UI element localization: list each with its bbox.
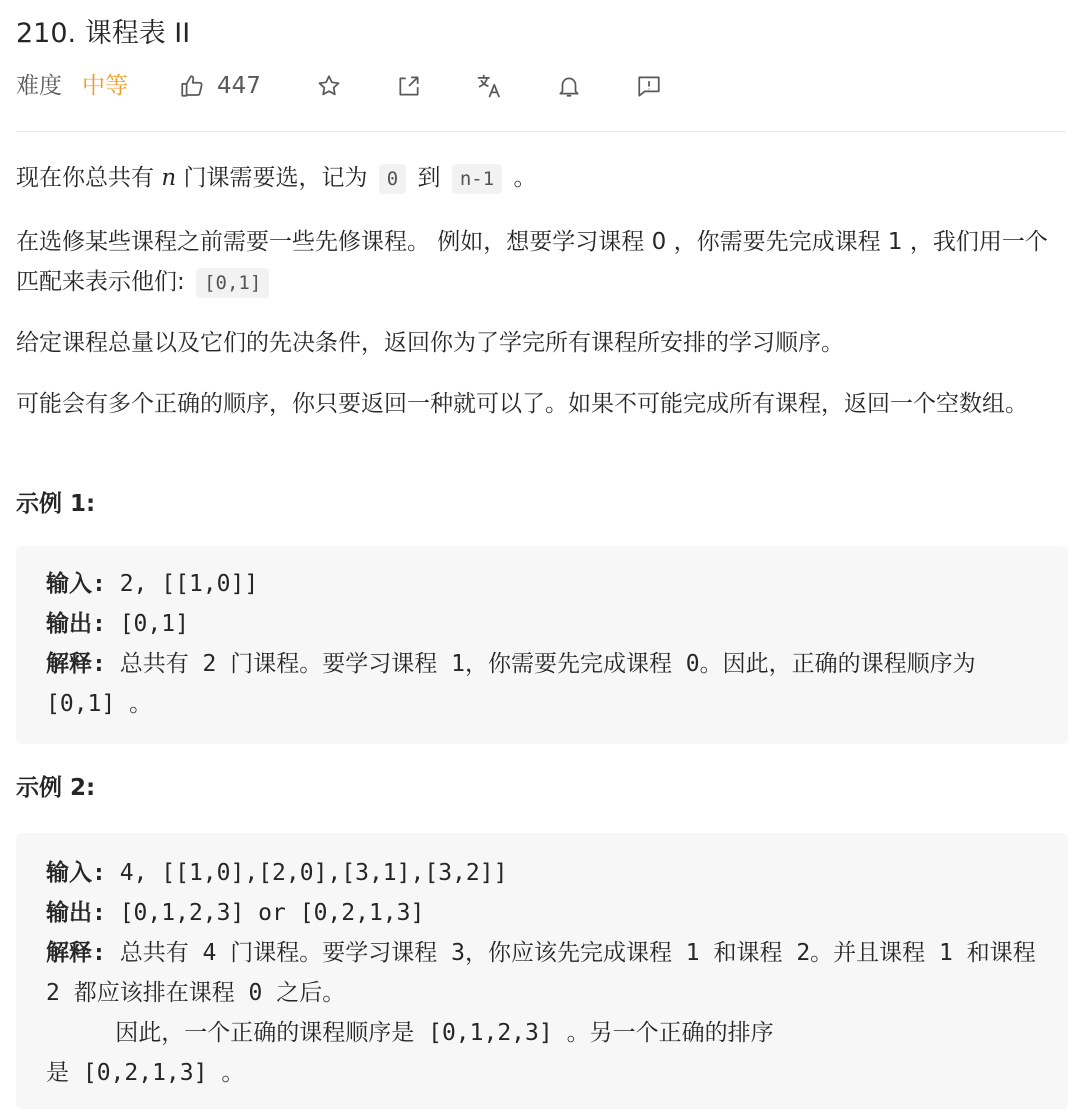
inline-code: [0,1]: [196, 268, 269, 298]
example-input: 输入: 2, [[1,0]]: [46, 571, 259, 597]
problem-meta-bar: [16, 66, 1066, 106]
star-icon[interactable]: [312, 66, 346, 106]
translate-icon[interactable]: [472, 66, 506, 106]
description-paragraph: 可能会有多个正确的顺序，你只要返回一种就可以了。如果不可能完成所有课程，返回一个空数组。: [16, 391, 1028, 417]
bell-icon[interactable]: [552, 66, 586, 106]
description-paragraph: 现在你总共有 n 门课需要选，记为 0 到 n-1 。: [16, 158, 1066, 199]
variable-n: n: [161, 165, 177, 191]
thumbs-up-icon: [179, 73, 205, 99]
like-count: 447: [217, 73, 261, 99]
description-paragraph: 在选修某些课程之前需要一些先修课程。 例如，想要学习课程 0 ，你需要先完成课程 1 ，我们用一个匹配来表示他们: [0,1]: [16, 222, 1066, 303]
like-button[interactable]: [179, 66, 261, 106]
feedback-icon[interactable]: [632, 66, 666, 106]
problem-title: 210. 课程表 II: [16, 18, 191, 49]
example-1-block: [16, 546, 1068, 744]
share-icon[interactable]: [392, 66, 426, 106]
example-input: 输入: 4, [[1,0],[2,0],[3,1],[3,2]]: [46, 860, 508, 886]
description-paragraph: 给定课程总量以及它们的先决条件，返回你为了学完所有课程所安排的学习顺序。: [16, 330, 844, 356]
inline-code: n-1: [452, 164, 502, 194]
example-explanation-continued: 是 [0,2,1,3] 。: [46, 1060, 245, 1086]
example-output: 输出: [0,1,2,3] or [0,2,1,3]: [46, 900, 425, 926]
example-output: 输出: [0,1]: [46, 611, 189, 637]
divider: [16, 131, 1066, 132]
difficulty-label: 难度: [16, 73, 62, 99]
example-explanation-continued: 因此，一个正确的课程顺序是 [0,1,2,3] 。另一个正确的排序: [46, 1020, 774, 1046]
example-2-block: [16, 833, 1068, 1109]
difficulty-value: 中等: [82, 73, 128, 99]
example-explanation: 解释: 总共有 4 门课程。要学习课程 3，你应该先完成课程 1 和课程 2。并且课程 1 和课程 2 都应该排在课程 0 之后。: [46, 940, 1050, 1006]
example-2-heading: 示例 2:: [16, 775, 96, 801]
inline-code: 0: [379, 164, 406, 194]
example-1-heading: 示例 1:: [16, 491, 96, 517]
example-explanation: 解释: 总共有 2 门课程。要学习课程 1，你需要先完成课程 0。因此，正确的课程顺序为 [0,1] 。: [46, 651, 990, 717]
